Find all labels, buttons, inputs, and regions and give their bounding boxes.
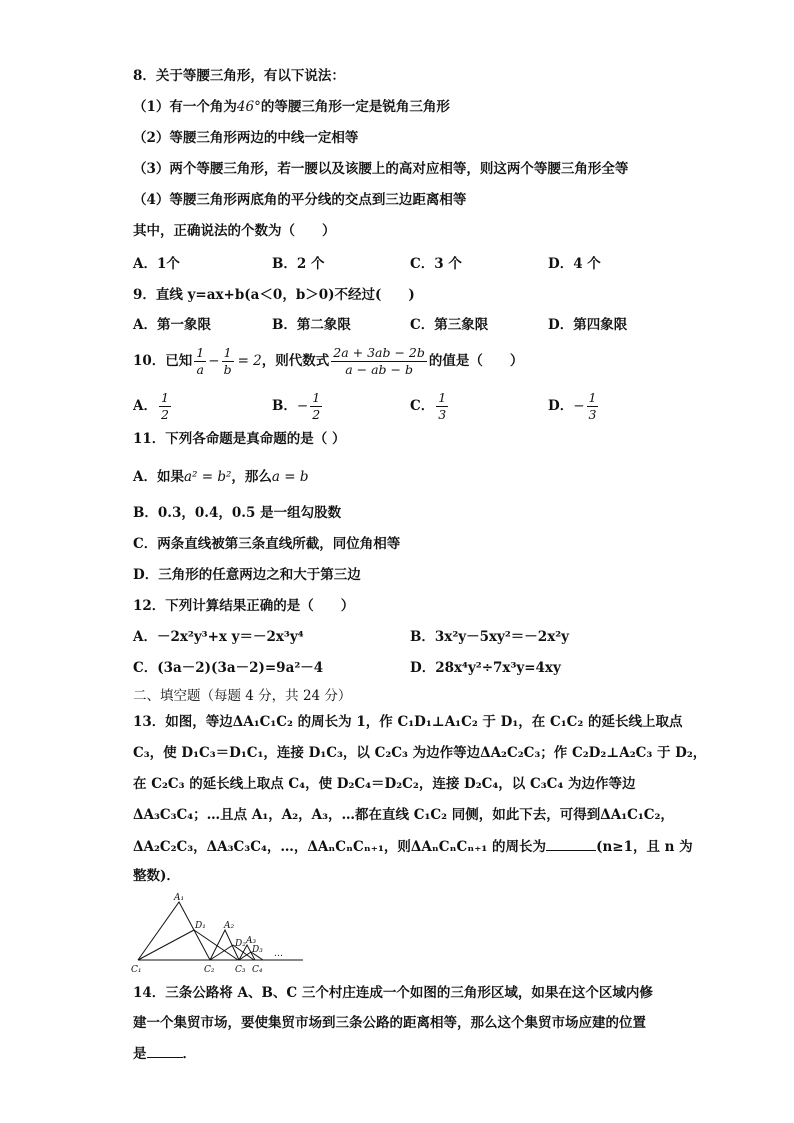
- q13-line-4: ΔA₃C₃C₄；…且点 A₁，A₂，A₃，…都在直线 C₁C₂ 同侧，如此下去，可得到ΔA₁C₁C₂，: [133, 807, 674, 823]
- q12-option-d: D．28x⁴y²÷7x³y=4xy: [410, 660, 561, 676]
- label-a1: A₁: [174, 893, 185, 903]
- q13-line-6: 整数)．: [133, 868, 180, 884]
- fraction-1-over-b: $\frac{1}{b}$: [223, 344, 232, 377]
- q11-option-a: A．如果a² = b²，那么a = b: [133, 469, 309, 485]
- q10-option-a: A． $\frac{1}{2}$: [133, 389, 169, 422]
- q14-line-2: 建一个集贸市场，要使集贸市场到三条公路的距离相等，那么这个集贸市场应建的位置: [133, 1015, 646, 1031]
- label-c2: C₂: [204, 965, 215, 975]
- q14-line-1: 14．三条公路将 A、B、C 三个村庄连成一个如图的三角形区域，如果在这个区域内修: [133, 985, 653, 1001]
- q10-option-b: B． − $\frac{1}{2}$: [272, 389, 321, 422]
- q9-option-b: B．第二象限: [272, 317, 351, 333]
- label-d2: D₂: [235, 939, 246, 949]
- q13-line-2: C₃，使 D₁C₃＝D₁C₁，连接 D₁C₃，以 C₂C₃ 为边作等边ΔA₂C₂C₃；作 C₂D₂⊥A₂C₃ 于 D₂，: [133, 745, 707, 761]
- label-c3: C₃: [235, 965, 246, 975]
- label-d3: D₃: [252, 945, 263, 955]
- q10-stem: 10．已知 $\frac{1}{a}$ − $\frac{1}{b}$ = 2 ，则代数式 $\frac{2a + 3ab - 2b}{a - ab - b}$ 的值是（ ）: [133, 344, 524, 377]
- label-c1: C₁: [131, 965, 142, 975]
- q11-option-d: D．三角形的任意两边之和大于第三边: [133, 567, 361, 583]
- answer-blank[interactable]: [147, 1043, 183, 1058]
- q9-option-a: A．第一象限: [133, 317, 211, 333]
- q8-statement-4: （4）等腰三角形两底角的平分线的交点到三边距离相等: [133, 192, 467, 208]
- q12-stem: 12．下列计算结果正确的是（ ）: [133, 598, 355, 614]
- fraction-1-over-a: $\frac{1}{a}$: [196, 344, 205, 377]
- q10-option-c: C． $\frac{1}{3}$: [410, 389, 447, 422]
- label-a3: A₃: [246, 936, 257, 946]
- angle-math: 46°: [236, 99, 261, 115]
- label-c4: C₄: [252, 965, 263, 975]
- q13-triangle-figure: [128, 890, 308, 978]
- algebraic-expression: $\frac{2a + 3ab - 2b}{a - ab - b}$: [333, 344, 425, 377]
- q11-stem: 11．下列各命题是真命题的是（ ）: [133, 431, 346, 447]
- q9-option-d: D．第四象限: [548, 317, 628, 333]
- segment-c1d1: [138, 930, 194, 960]
- q8-statement-1: （1）有一个角为46°的等腰三角形一定是锐角三角形: [133, 99, 450, 115]
- q9-stem: 9．直线 y=ax+b(a＜0，b＞0)不经过( ): [133, 287, 415, 303]
- answer-blank[interactable]: [546, 836, 596, 851]
- q14-line-3: 是 ．: [133, 1043, 196, 1064]
- label-d1: D₁: [195, 921, 206, 931]
- q11-option-c: C．两条直线被第三条直线所截，同位角相等: [133, 536, 401, 552]
- q8-statement-3: （3）两个等腰三角形，若一腰以及该腰上的高对应相等，则这两个等腰三角形全等: [133, 161, 629, 177]
- label-ellipsis: …: [274, 949, 283, 959]
- section-heading-fill-blank: 二、填空题（每题 4 分，共 24 分）: [133, 688, 352, 704]
- q10-option-d: D． − $\frac{1}{3}$: [548, 389, 597, 422]
- q13-line-1: 13．如图，等边ΔA₁C₁C₂ 的周长为 1，作 C₁D₁⊥A₁C₂ 于 D₁，在 C₁C₂ 的延长线上取点: [133, 714, 683, 730]
- q9-option-c: C．第三象限: [410, 317, 489, 333]
- q13-line-5: ΔA₂C₂C₃，ΔA₃C₃C₄，…，ΔAₙCₙCₙ₊₁，则ΔAₙCₙCₙ₊₁ 的周长为 (n≥1，且 n 为: [133, 836, 693, 857]
- triangle-1: [138, 902, 210, 960]
- q8-option-d: D．4 个: [548, 256, 601, 272]
- q8-option-a: A．1个: [133, 256, 180, 272]
- q13-line-3: 在 C₂C₃ 的延长线上取点 C₄，使 D₂C₄＝D₂C₂，连接 D₂C₄，以 C₃C₄ 为边作等边: [133, 776, 636, 792]
- q8-statement-2: （2）等腰三角形两边的中线一定相等: [133, 130, 359, 146]
- q8-question: 其中，正确说法的个数为（ ）: [133, 223, 336, 239]
- q8-option-b: B．2 个: [272, 256, 325, 272]
- q8-option-c: C．3 个: [410, 256, 462, 272]
- q8-stem: 8．关于等腰三角形，有以下说法：: [133, 68, 345, 84]
- label-a2: A₂: [224, 921, 235, 931]
- q12-option-c: C．(3a－2)(3a－2)=9a²－4: [133, 660, 324, 676]
- q11-option-b: B．0.3，0.4，0.5 是一组勾股数: [133, 505, 342, 521]
- q12-option-a: A．－2x²y³+x y＝－2x³y⁴: [133, 629, 304, 645]
- q12-option-b: B．3x²y－5xy²＝－2x²y: [410, 629, 570, 645]
